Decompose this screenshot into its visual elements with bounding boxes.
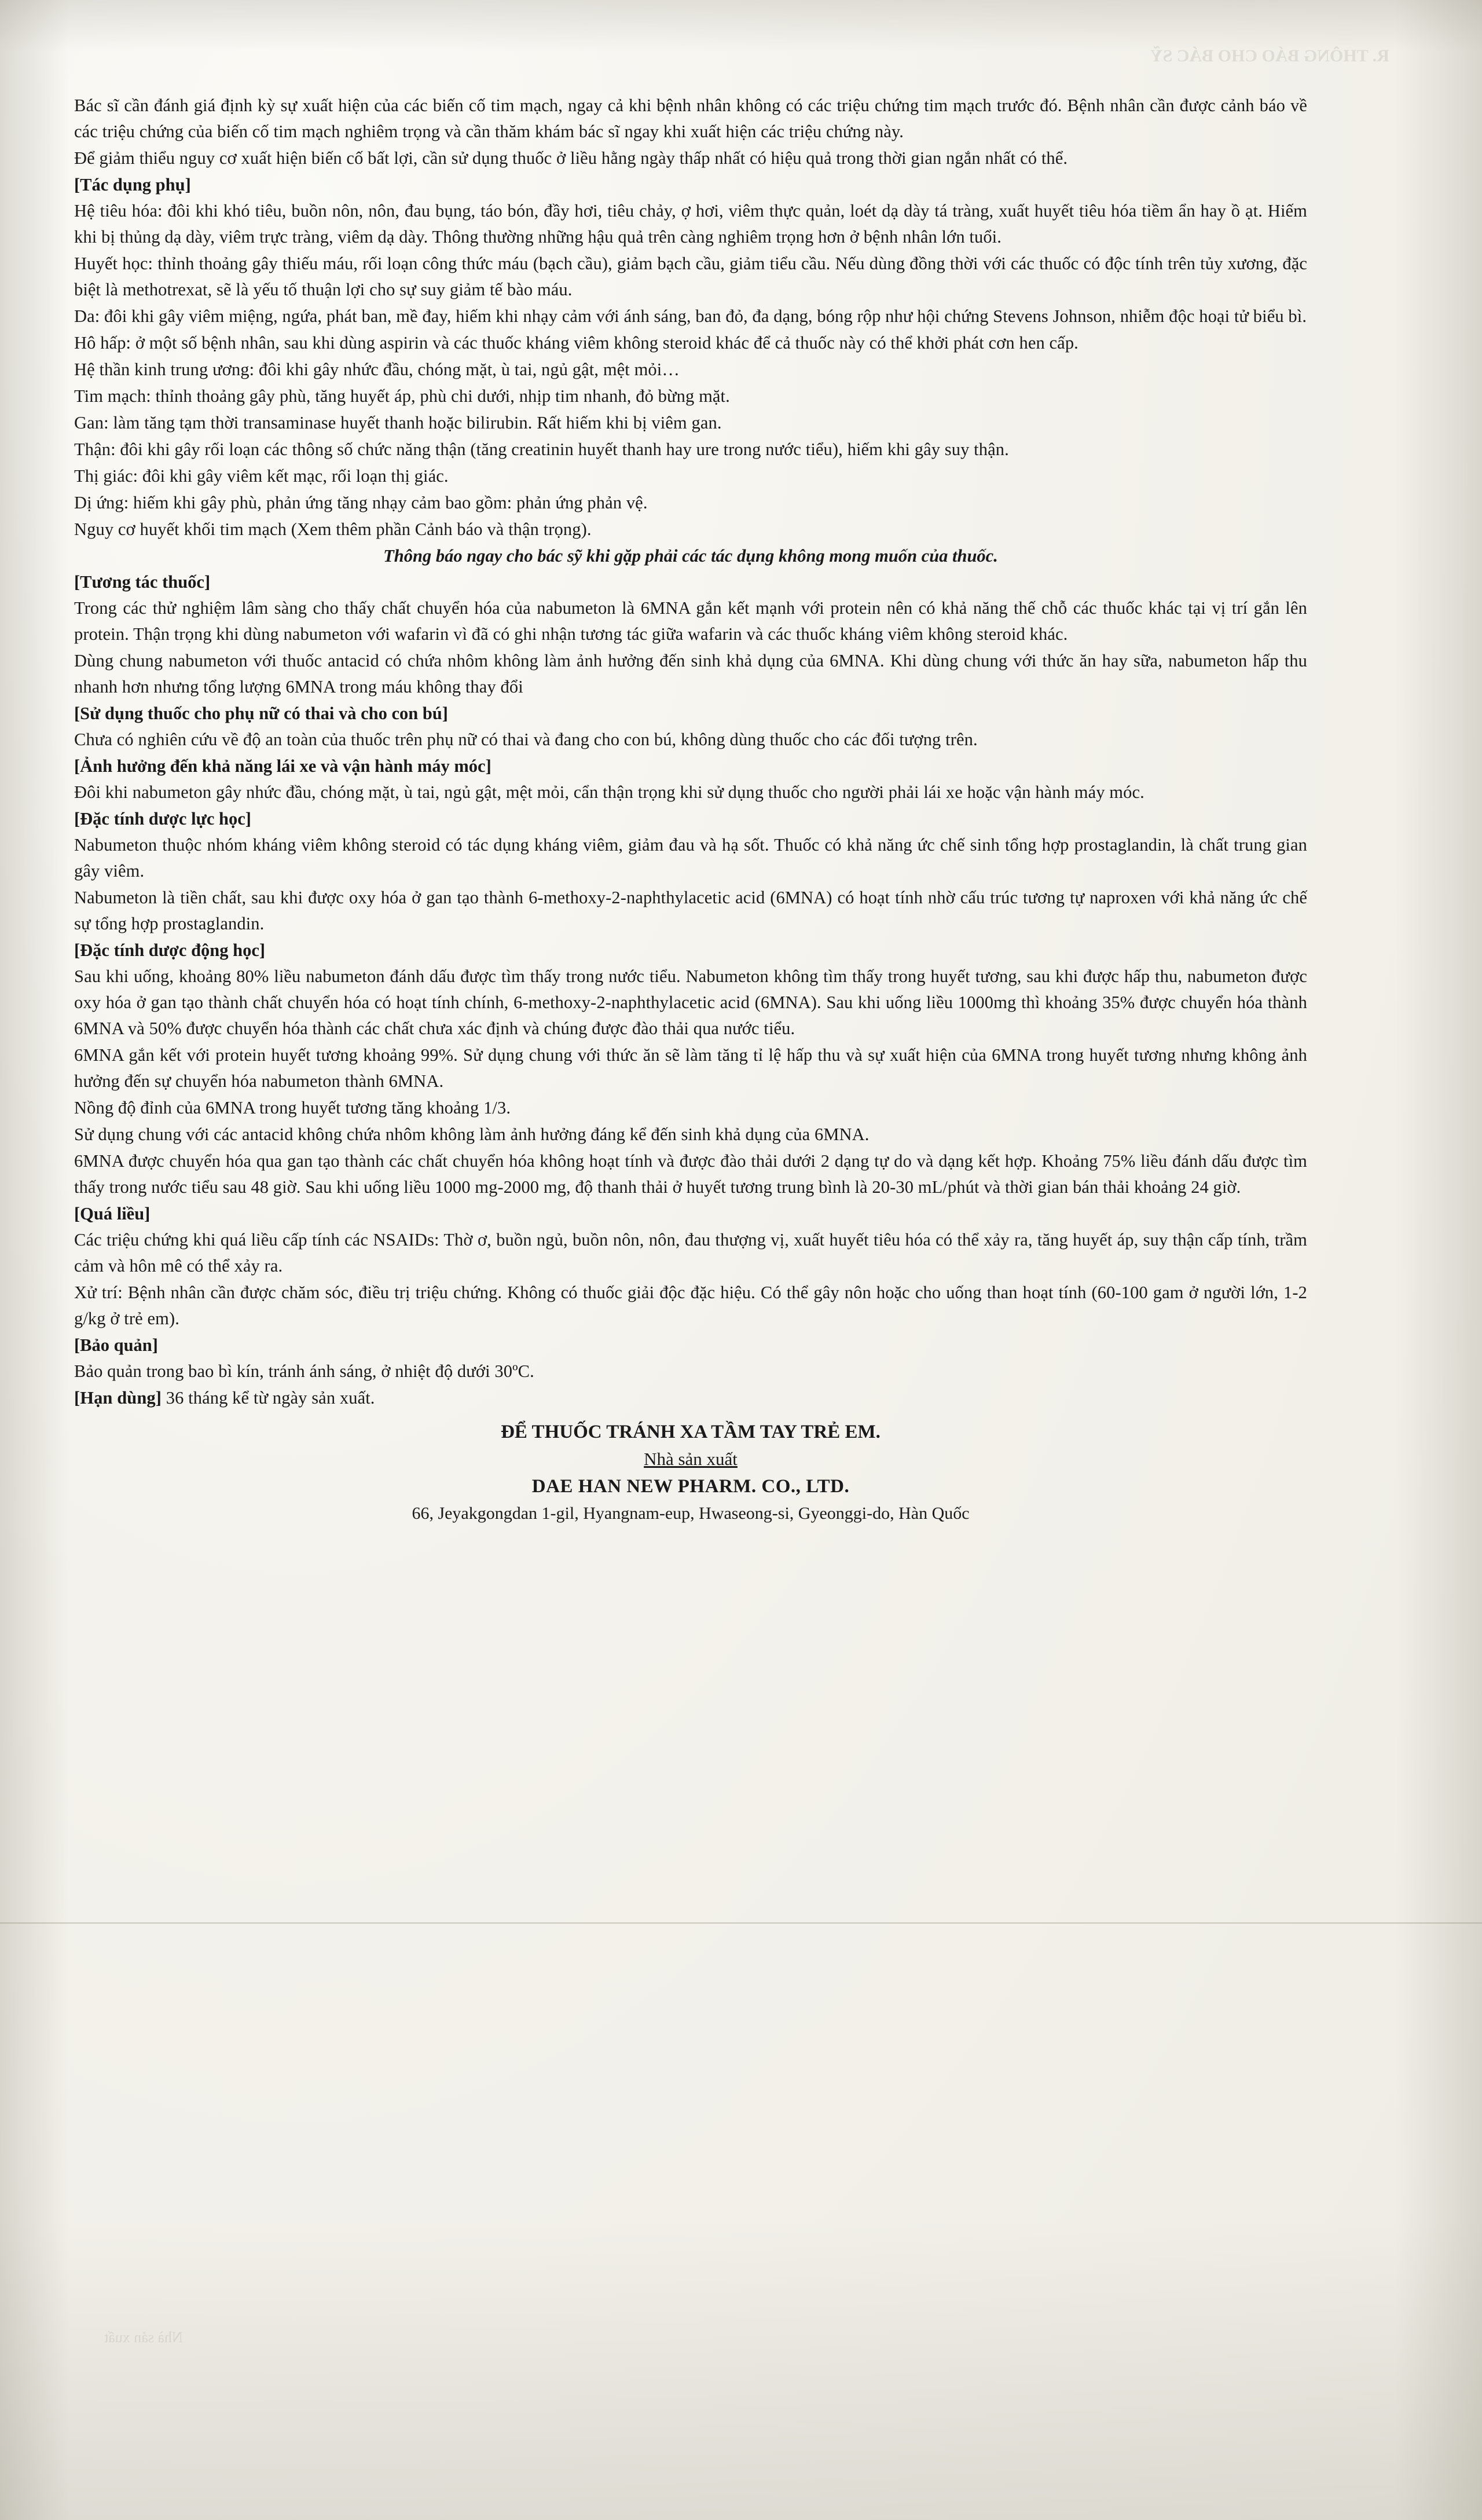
intro-paragraph-1: Bác sĩ cần đánh giá định kỳ sự xuất hiện của các biến cố tim mạch, ngay cả khi bệnh nhân không có các triệu chứng tim mạch trước đó. Bệnh nhân cần được cảnh báo về các triệu chứng của biến cố tim mạch nghiêm trọng và cần thăm khám bác sĩ ngay khi xuất hiện các triệu chứng này. [74,96,1307,141]
shelf-life-line [74,1385,1307,1411]
paper-shadow-bottom [0,2219,1482,2520]
side-effects-gastro: Hệ tiêu hóa: đôi khi khó tiêu, buồn nôn, nôn, đau bụng, táo bón, đầy hơi, tiêu chảy, ợ hơi, viêm thực quản, loét dạ dày tá tràng, xuất huyết tiêu hóa tiềm ẩn hay ồ ạt. Hiếm khi bị thủng dạ dày, viêm trực tràng, viêm dạ dày. Thông thường những hậu quả trên càng nghiêm trọng hơn ở bệnh nhân lớn tuổi. [74,201,1307,247]
side-effects-hematology: Huyết học: thỉnh thoảng gây thiếu máu, rối loạn công thức máu (bạch cầu), giảm bạch cầu, giảm tiểu cầu. Nếu dùng đồng thời với các thuốc có độc tính trên tủy xương, đặc biệt là methotrexat, sẽ là yếu tố thuận lợi cho sự suy giảm tế bào máu. [74,254,1307,299]
pharmacokinetics-paragraph-3: Nồng độ đỉnh của 6MNA trong huyết tương tăng khoảng 1/3. [74,1098,511,1118]
leaflet-text-column [74,93,1307,1527]
pharmacokinetics-paragraph-1: Sau khi uống, khoảng 80% liều nabumeton đánh dấu được tìm thấy trong nước tiểu. Nabumeton không tìm thấy trong huyết tương, sau khi được hấp thu, nabumeton được oxy hóa ở gan tạo thành chất chuyển hóa có hoạt tính chính, 6-methoxy-2-naphthylacetic acid (6MNA). Sau khi uống liều 1000mg thì khoảng 35% được chuyển hóa thành 6MNA và 50% được chuyển hóa thành các chất chưa xác định và chúng được đào thải qua nước tiểu. [74,966,1307,1038]
driving-paragraph-1: Đôi khi nabumeton gây nhức đầu, chóng mặt, ù tai, ngủ gật, mệt mỏi, cẩn thận trọng khi sử dụng thuốc cho người phải lái xe hoặc vận hành máy móc. [74,782,1144,802]
section-heading-driving: [Ảnh hưởng đến khả năng lái xe và vận hành máy móc] [74,756,491,776]
section-heading-pharmacodynamics: [Đặc tính dược lực học] [74,809,251,829]
paper-shadow-right [1395,0,1482,2520]
section-heading-pregnancy: [Sử dụng thuốc cho phụ nữ có thai và cho con bú] [74,704,448,723]
bleed-through-text-bottom: Nhà sản xuất [104,2329,183,2346]
pregnancy-paragraph-1: Chưa có nghiên cứu về độ an toàn của thuốc trên phụ nữ có thai và đang cho con bú, không dùng thuốc cho các đối tượng trên. [74,730,978,749]
side-effects-cns: Hệ thần kinh trung ương: đôi khi gây nhức đầu, chóng mặt, ù tai, ngủ gật, mệt mỏi… [74,360,680,379]
keep-away-from-children-warning: ĐỂ THUỐC TRÁNH XA TẦM TAY TRẺ EM. [501,1422,881,1442]
side-effects-kidney: Thận: đôi khi gây rối loạn các thông số chức năng thận (tăng creatinin huyết thanh hay ure trong nước tiểu), hiếm khi gây suy thận. [74,439,1009,459]
paper-shadow-left [0,0,69,2520]
paper-fold-line [0,1922,1482,1924]
paper-shadow-top [0,0,1482,52]
pharmacokinetics-paragraph-5: 6MNA được chuyển hóa qua gan tạo thành các chất chuyển hóa không hoạt tính và được đào thải dưới 2 dạng tự do và dạng kết hợp. Khoảng 75% liều đánh dấu được tìm thấy trong nước tiểu sau 48 giờ. Sau khi uống liều 1000 mg-2000 mg, độ thanh thải ở huyết tương trung bình là 20-30 mL/phút và thời gian bán thải khoảng 24 giờ. [74,1151,1307,1197]
section-heading-pharmacokinetics: [Đặc tính dược động học] [74,940,266,960]
pharmacokinetics-paragraph-2: 6MNA gắn kết với protein huyết tương khoảng 99%. Sử dụng chung với thức ăn sẽ làm tăng tỉ lệ hấp thu và sự xuất hiện của 6MNA trong huyết tương nhưng không ảnh hưởng đến sự chuyển hóa nabumeton thành 6MNA. [74,1045,1307,1091]
section-heading-shelf-life: [Hạn dùng] [74,1388,162,1408]
pharmacokinetics-paragraph-4: Sử dụng chung với các antacid không chứa nhôm không làm ảnh hưởng đáng kể đến sinh khả dụng của 6MNA. [74,1125,870,1144]
side-effects-allergy: Dị ứng: hiếm khi gây phù, phản ứng tăng nhạy cảm bao gồm: phản ứng phản vệ. [74,493,648,512]
drug-interactions-paragraph-2: Dùng chung nabumeton với thuốc antacid có chứa nhôm không làm ảnh hưởng đến sinh khả dụng của 6MNA. Khi dùng chung với thức ăn hay sữa, nabumeton hấp thu nhanh hơn nhưng tổng lượng 6MNA trong máu không thay đổi [74,651,1307,697]
intro-paragraph-2: Để giảm thiểu nguy cơ xuất hiện biến cố bất lợi, cần sử dụng thuốc ở liều hằng ngày thấp nhất có hiệu quả trong thời gian ngắn nhất có thể. [74,148,1068,168]
storage-paragraph-1: Bảo quản trong bao bì kín, tránh ánh sáng, ở nhiệt độ dưới 30ºC. [74,1361,534,1381]
side-effects-vision: Thị giác: đôi khi gây viêm kết mạc, rối loạn thị giác. [74,466,449,486]
bleed-through-text-top: R. THÔNG BÁO CHO BÁC SỸ [1150,46,1389,65]
side-effects-cardio-risk: Nguy cơ huyết khối tim mạch (Xem thêm phần Cảnh báo và thận trọng). [74,519,592,539]
manufacturer-label: Nhà sản xuất [644,1449,738,1469]
manufacturer-company-name: DAE HAN NEW PHARM. CO., LTD. [531,1476,850,1497]
manufacturer-address: 66, Jeyakgongdan 1-gil, Hyangnam-eup, Hwaseong-si, Gyeonggi-do, Hàn Quốc [412,1504,970,1523]
shelf-life-value: 36 tháng kể từ ngày sản xuất. [166,1388,375,1408]
section-heading-drug-interactions: [Tương tác thuốc] [74,572,211,592]
overdose-paragraph-2: Xử trí: Bệnh nhân cần được chăm sóc, điều trị triệu chứng. Không có thuốc giải độc đặc hiệu. Có thể gây nôn hoặc cho uống than hoạt tính (60-100 gam ở người lớn, 1-2 g/kg ở trẻ em). [74,1283,1307,1328]
overdose-paragraph-1: Các triệu chứng khi quá liều cấp tính các NSAIDs: Thờ ơ, buồn ngủ, buồn nôn, nôn, đau thượng vị, xuất huyết tiêu hóa có thể xảy ra, tăng huyết áp, suy thận cấp tính, trầm cảm và hôn mê có thể xảy ra. [74,1230,1307,1276]
section-heading-side-effects: [Tác dụng phụ] [74,175,191,195]
side-effects-skin: Da: đôi khi gây viêm miệng, ngứa, phát ban, mề đay, hiếm khi nhạy cảm với ánh sáng, ban đỏ, đa dạng, bóng rộp như hội chứng Stevens Johnson, nhiễm độc hoại tử biểu bì. [74,306,1307,326]
pharmacodynamics-paragraph-1: Nabumeton thuộc nhóm kháng viêm không steroid có tác dụng kháng viêm, giảm đau và hạ sốt. Thuốc có khả năng ức chế sinh tổng hợp prostaglandin, là chất trung gian gây viêm. [74,835,1307,881]
pharmacodynamics-paragraph-2: Nabumeton là tiền chất, sau khi được oxy hóa ở gan tạo thành 6-methoxy-2-naphthylacetic acid (6MNA) có hoạt tính nhờ cấu trúc tương tự naproxen với khả năng ức chế sự tổng hợp prostaglandin. [74,888,1307,933]
drug-interactions-paragraph-1: Trong các thử nghiệm lâm sàng cho thấy chất chuyển hóa của nabumeton là 6MNA gắn kết mạnh với protein nên có khả năng thế chỗ các thuốc khác tại vị trí gắn lên protein. Thận trọng khi dùng nabumeton với wafarin vì đã có ghi nhận tương tác giữa wafarin và các thuốc kháng viêm không steroid khác. [74,598,1307,644]
section-heading-overdose: [Quá liều] [74,1204,151,1224]
side-effects-respiratory: Hô hấp: ở một số bệnh nhân, sau khi dùng aspirin và các thuốc kháng viêm không steroid khác để cả thuốc này có thể khởi phát cơn hen cấp. [74,333,1079,353]
side-effects-cardiovascular: Tim mạch: thỉnh thoảng gây phù, tăng huyết áp, phù chi dưới, nhịp tim nhanh, đỏ bừng mặt. [74,386,730,406]
side-effects-liver: Gan: làm tăng tạm thời transaminase huyết thanh hoặc bilirubin. Rất hiếm khi bị viêm gan. [74,413,722,433]
section-heading-storage: [Bảo quản] [74,1335,158,1355]
leaflet-footer [74,1418,1307,1527]
report-to-doctor-note: Thông báo ngay cho bác sỹ khi gặp phải các tác dụng không mong muốn của thuốc. [383,546,998,566]
